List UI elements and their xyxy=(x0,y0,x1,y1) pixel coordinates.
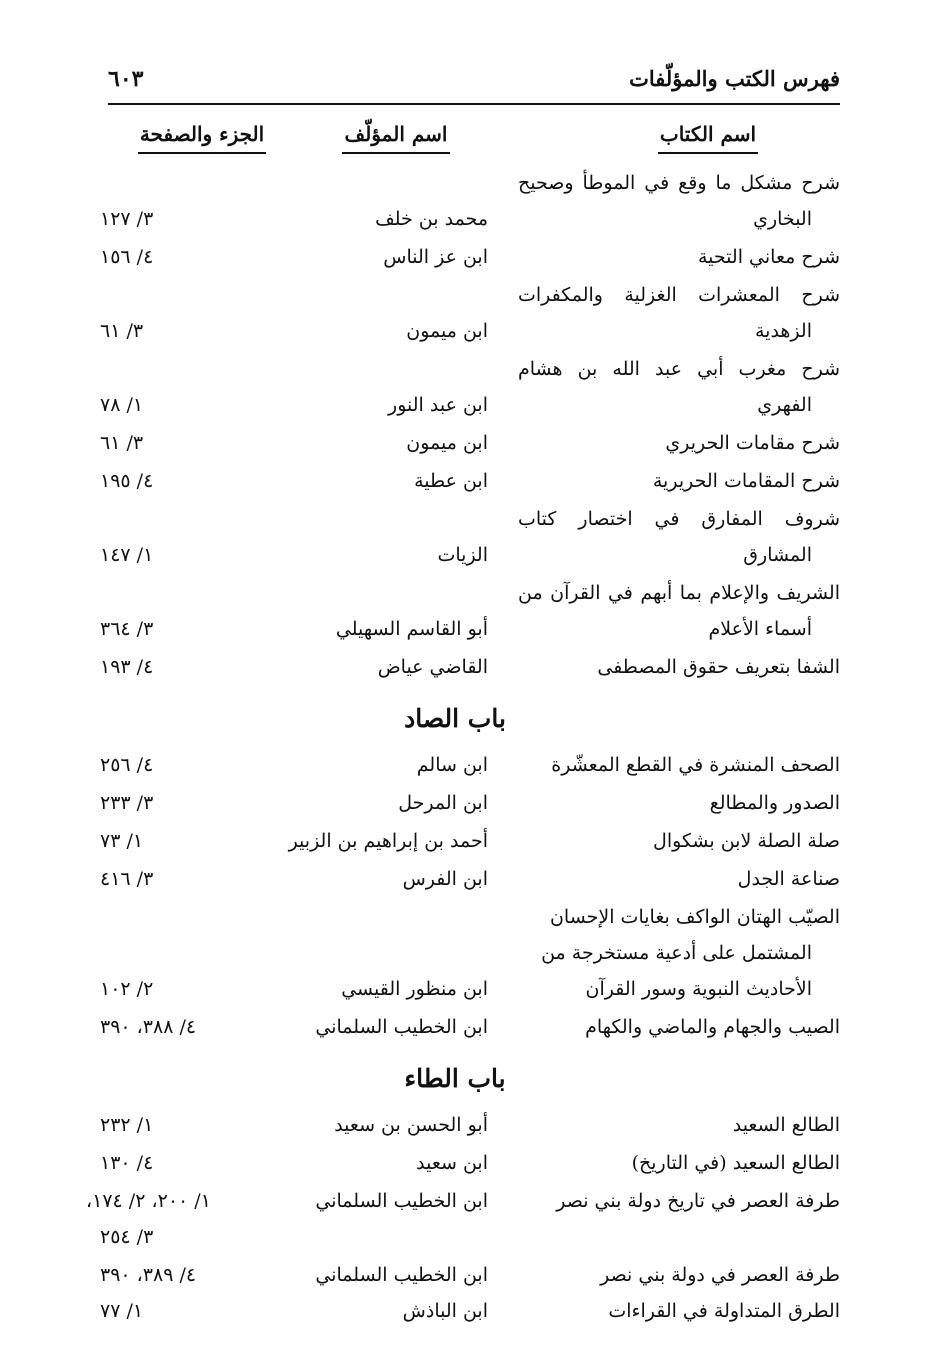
volume-page xyxy=(86,1190,286,1212)
book-title: الشفا بتعريف حقوق المصطفى xyxy=(597,656,840,678)
column-header-ref xyxy=(138,122,266,154)
author-name: ابن منظور القيسي xyxy=(341,978,488,1000)
index-line xyxy=(100,1016,840,1052)
volume-page-text: ١/ ٢٣٢ xyxy=(100,1114,154,1136)
index-line xyxy=(100,582,840,618)
book-title-continued: الفهري xyxy=(757,394,812,416)
column-header-ref-label: الجزء والصفحة xyxy=(139,122,265,146)
section-heading-ta xyxy=(0,1064,930,1093)
author-name: أبو القاسم السهيلي xyxy=(335,618,488,640)
volume-page xyxy=(100,544,270,566)
volume-page-text: ١/ ٧٧ xyxy=(100,1300,144,1322)
volume-page-text: ٤/ ٢٥٦ xyxy=(100,754,154,776)
page-number: ٦٠٣ xyxy=(108,66,144,92)
volume-page-text: ٣/ ٢٥٤ xyxy=(100,1226,154,1248)
index-line xyxy=(100,508,840,544)
running-head-title: فهرس الكتب والمؤلّفات xyxy=(629,66,840,91)
index-line xyxy=(100,1114,840,1150)
author-name: ابن الخطيب السلماني xyxy=(315,1016,488,1038)
book-title: شرح معاني التحية xyxy=(698,246,840,268)
index-line xyxy=(100,978,840,1014)
volume-page-text: ١/ ٧٨ xyxy=(100,394,144,416)
index-line xyxy=(100,358,840,394)
author-name: ابن الباذش xyxy=(402,1300,488,1322)
book-title: شرح مشكل ما وقع في الموطأ وصحيح xyxy=(518,172,840,194)
book-title: الشريف والإعلام بما أبهم في القرآن من xyxy=(518,582,840,604)
index-line xyxy=(100,394,840,430)
volume-page xyxy=(100,470,270,492)
book-title: الصيّب الهتان الواكف بغايات الإحسان xyxy=(549,906,840,928)
volume-page-continued xyxy=(100,1226,270,1248)
volume-page xyxy=(100,320,270,342)
book-title: الصدور والمطالع xyxy=(709,792,840,814)
volume-page xyxy=(100,754,270,776)
index-line xyxy=(100,470,840,506)
index-line xyxy=(100,208,840,244)
index-line xyxy=(100,1300,840,1336)
index-line xyxy=(100,618,840,654)
index-line xyxy=(100,172,840,208)
index-line xyxy=(100,1152,840,1188)
index-line xyxy=(100,246,840,282)
author-name: ابن عطية xyxy=(414,470,488,492)
book-title: الطالع السعيد xyxy=(732,1114,840,1136)
author-name: ابن عز الناس xyxy=(383,246,488,268)
book-title: الطالع السعيد (في التاريخ) xyxy=(631,1152,840,1174)
author-name: ابن ميمون xyxy=(406,432,488,454)
book-title: شرح المعشرات الغزلية والمكفرات xyxy=(518,284,840,306)
author-name: ابن المرحل xyxy=(398,792,488,814)
book-title: الطرق المتداولة في القراءات xyxy=(608,1300,840,1322)
book-title-continued: الزهدية xyxy=(754,320,812,342)
book-title: شرح مغرب أبي عبد الله بن هشام xyxy=(518,358,840,380)
book-title: الصحف المنشرة في القطع المعشّرة xyxy=(551,754,840,776)
index-line xyxy=(100,656,840,692)
index-line xyxy=(100,544,840,580)
book-title-continued: البخاري xyxy=(753,208,812,230)
index-line xyxy=(100,868,840,904)
volume-page xyxy=(100,1300,270,1322)
author-name: الزيات xyxy=(437,544,488,566)
author-name: أحمد بن إبراهيم بن الزبير xyxy=(288,830,488,852)
author-name: ابن الخطيب السلماني xyxy=(315,1190,488,1212)
volume-page-text: ٤/ ١٩٥ xyxy=(100,470,154,492)
volume-page-text: ١/ ٧٣ xyxy=(100,830,144,852)
volume-page-text: ١/ ٢٠٠، ٢/ ١٧٤، xyxy=(86,1190,211,1212)
book-title: الصيب والجهام والماضي والكهام xyxy=(585,1016,840,1038)
author-name: ابن سعيد xyxy=(416,1152,488,1174)
index-line xyxy=(100,1226,840,1262)
book-title-continued: أسماء الأعلام xyxy=(708,618,812,640)
author-name: محمد بن خلف xyxy=(375,208,488,230)
author-name: ابن سالم xyxy=(416,754,488,776)
volume-page xyxy=(100,656,270,678)
index-line xyxy=(86,1190,840,1226)
index-line xyxy=(100,830,840,866)
index-line xyxy=(100,1264,840,1300)
book-title: شرح المقامات الحريرية xyxy=(652,470,840,492)
volume-page xyxy=(100,792,270,814)
author-name: القاضي عياض xyxy=(377,656,488,678)
volume-page-text: ٣/ ٢٣٣ xyxy=(100,792,154,814)
volume-page-text: ٢/ ١٠٢ xyxy=(100,978,154,1000)
section-heading-sad-text: باب الصاد xyxy=(404,704,506,733)
running-head xyxy=(108,66,840,102)
column-header-ref-underline xyxy=(138,152,266,154)
column-header-book xyxy=(658,122,758,154)
volume-page xyxy=(100,208,270,230)
volume-page xyxy=(100,1152,270,1174)
volume-page-text: ٣/ ٣٦٤ xyxy=(100,618,154,640)
book-title-continued: المشتمل على أدعية مستخرجة من xyxy=(541,942,812,964)
author-name: ابن ميمون xyxy=(406,320,488,342)
volume-page-text: ٤/ ١٩٣ xyxy=(100,656,154,678)
volume-page-text: ٤/ ١٣٠ xyxy=(100,1152,154,1174)
index-line xyxy=(100,792,840,828)
book-title-continued: المشارق xyxy=(743,544,812,566)
column-header-book-label: اسم الكتاب xyxy=(659,122,757,146)
book-title: طرفة العصر في دولة بني نصر xyxy=(600,1264,840,1286)
book-title: صلة الصلة لابن بشكوال xyxy=(653,830,840,852)
book-title: شرح مقامات الحريري xyxy=(665,432,840,454)
volume-page-text: ٣/ ١٢٧ xyxy=(100,208,154,230)
volume-page xyxy=(100,394,270,416)
book-title-continued: الأحاديث النبوية وسور القرآن xyxy=(585,978,812,1000)
index-line xyxy=(100,942,840,978)
volume-page-text: ٤/ ٣٨٨، ٣٩٠ xyxy=(100,1016,197,1038)
volume-page xyxy=(100,830,270,852)
index-line xyxy=(100,432,840,468)
volume-page-text: ٤/ ٣٨٩، ٣٩٠ xyxy=(100,1264,197,1286)
section-heading-sad xyxy=(0,704,930,733)
index-line xyxy=(100,320,840,356)
column-header-author xyxy=(342,122,450,154)
volume-page-text: ٣/ ٦١ xyxy=(100,432,144,454)
volume-page-text: ٣/ ٦١ xyxy=(100,320,144,342)
volume-page xyxy=(100,432,270,454)
volume-page xyxy=(100,868,270,890)
column-header-book-underline xyxy=(658,152,758,154)
volume-page xyxy=(100,978,270,1000)
column-header-author-underline xyxy=(342,152,450,154)
volume-page xyxy=(100,1114,270,1136)
index-line xyxy=(100,906,840,942)
index-line xyxy=(100,284,840,320)
volume-page xyxy=(100,1016,270,1038)
index-line xyxy=(100,754,840,790)
volume-page-text: ٤/ ١٥٦ xyxy=(100,246,154,268)
volume-page xyxy=(100,618,270,640)
author-name: ابن الفرس xyxy=(402,868,488,890)
author-name: أبو الحسن بن سعيد xyxy=(334,1114,488,1136)
author-name: ابن عبد النور xyxy=(388,394,488,416)
book-title: شروف المفارق في اختصار كتاب xyxy=(518,508,840,530)
book-title: صناعة الجدل xyxy=(737,868,840,890)
book-title: طرفة العصر في تاريخ دولة بني نصر xyxy=(556,1190,840,1212)
section-heading-ta-text: باب الطاء xyxy=(404,1064,506,1093)
volume-page xyxy=(100,246,270,268)
volume-page-text: ١/ ١٤٧ xyxy=(100,544,154,566)
column-header-author-label: اسم المؤلّف xyxy=(344,122,448,146)
volume-page-text: ٣/ ٤١٦ xyxy=(100,868,154,890)
volume-page xyxy=(100,1264,270,1286)
header-rule xyxy=(108,103,840,105)
author-name: ابن الخطيب السلماني xyxy=(315,1264,488,1286)
